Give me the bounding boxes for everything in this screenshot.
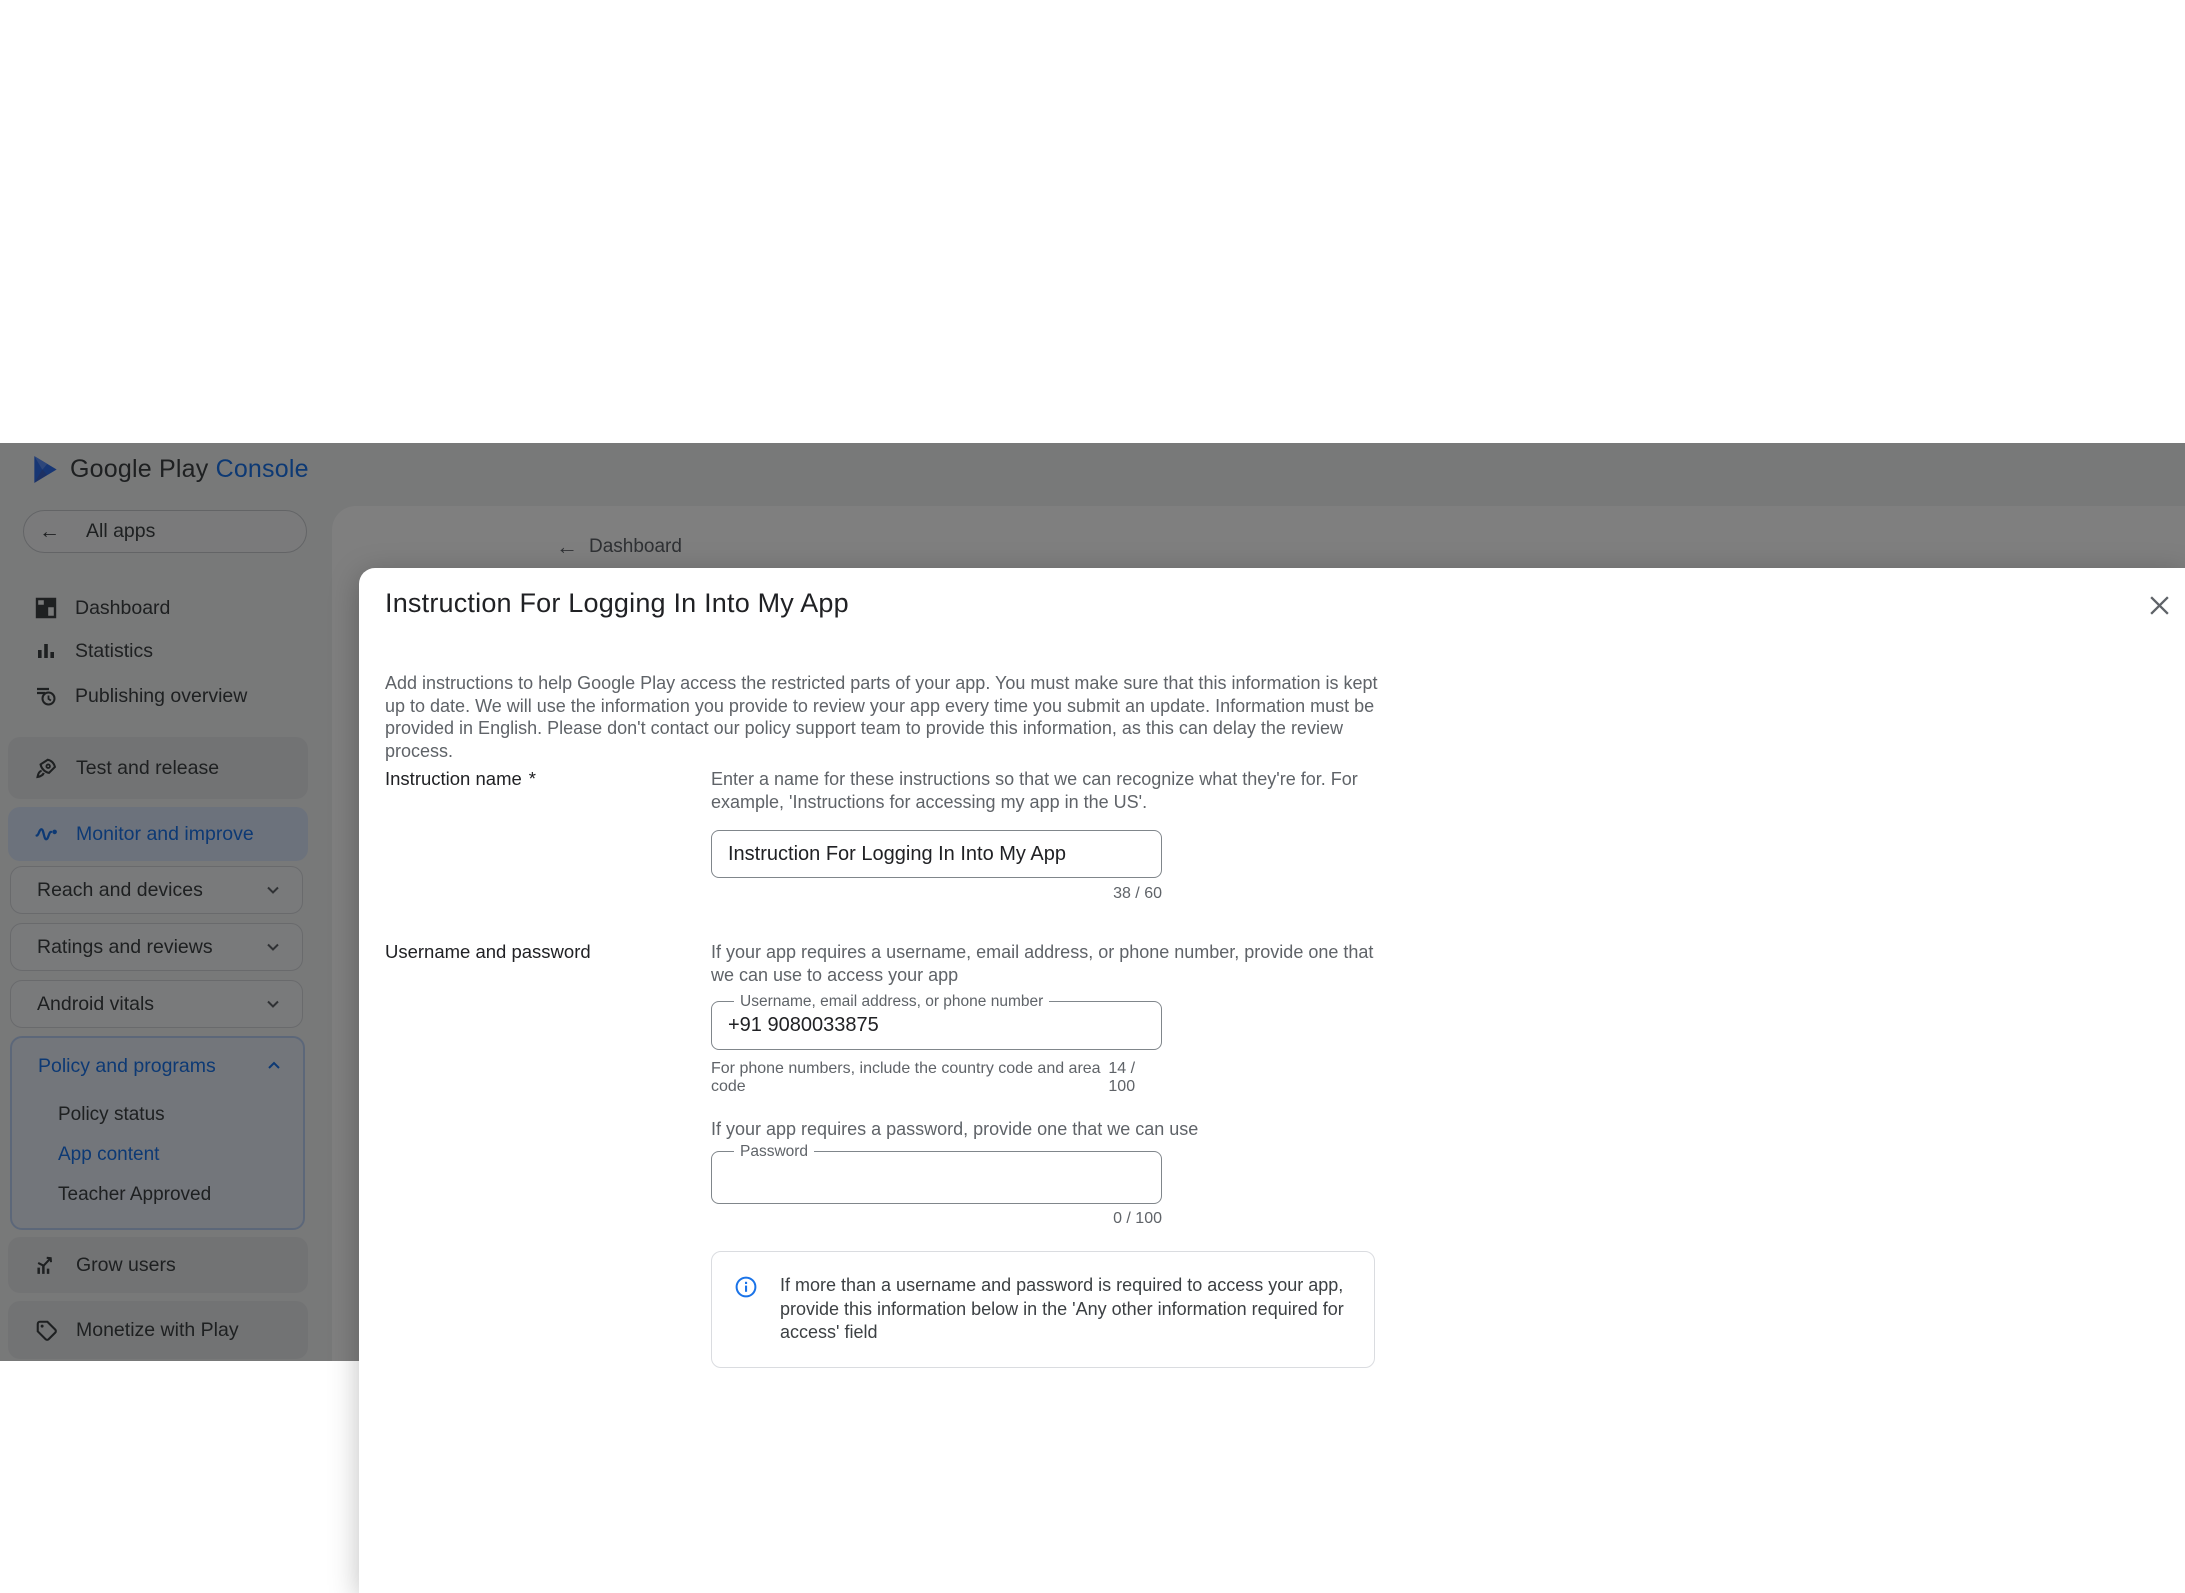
- username-helper: For phone numbers, include the country code and area code: [711, 1060, 1101, 1095]
- info-icon: [735, 1276, 757, 1298]
- credentials-helper: If your app requires a username, email address, or phone number, provide one that we can use to access your app: [711, 942, 1374, 985]
- info-note-text: If more than a username and password is required to access your app, provide this information below in the 'Any other information required for access' field: [780, 1275, 1344, 1342]
- username-helper-row: [711, 1060, 1162, 1096]
- username-counter: 14 / 100: [1108, 1060, 1136, 1095]
- password-field-label: Password: [734, 1143, 814, 1161]
- username-field-label: Username, email address, or phone number: [734, 993, 1049, 1011]
- password-field: [711, 1143, 1162, 1204]
- instruction-name-input[interactable]: [712, 831, 1161, 877]
- field-label-text: Username and password: [385, 941, 591, 962]
- instruction-name-label: [385, 768, 536, 790]
- login-instructions-dialog: [359, 568, 2185, 1593]
- username-field: [711, 993, 1162, 1050]
- info-note-box: [711, 1251, 1375, 1368]
- dialog-title: Instruction For Logging In Into My App: [385, 588, 849, 618]
- instruction-name-helper: Enter a name for these instructions so that we can recognize what they're for. For example, 'Instructions for accessing my app in the US'.: [711, 769, 1358, 812]
- required-asterisk: *: [528, 768, 536, 789]
- instruction-name-counter: 38 / 60: [1113, 885, 1162, 902]
- password-counter: 0 / 100: [1113, 1210, 1162, 1227]
- close-icon: [2148, 594, 2171, 617]
- instruction-name-field: [711, 830, 1162, 878]
- password-helper: If your app requires a password, provide one that we can use: [711, 1119, 1199, 1139]
- dialog-description: Add instructions to help Google Play access the restricted parts of your app. You must make sure that this information is kept up to date. We will use the information you provide to review your app every time you submit an update. Information must be provided in English. Please don't contact our policy support team to provide this information, as this can delay the review process.: [385, 673, 1378, 761]
- field-label-text: Instruction name: [385, 768, 522, 789]
- credentials-label: [385, 941, 591, 963]
- close-button[interactable]: [2143, 589, 2175, 621]
